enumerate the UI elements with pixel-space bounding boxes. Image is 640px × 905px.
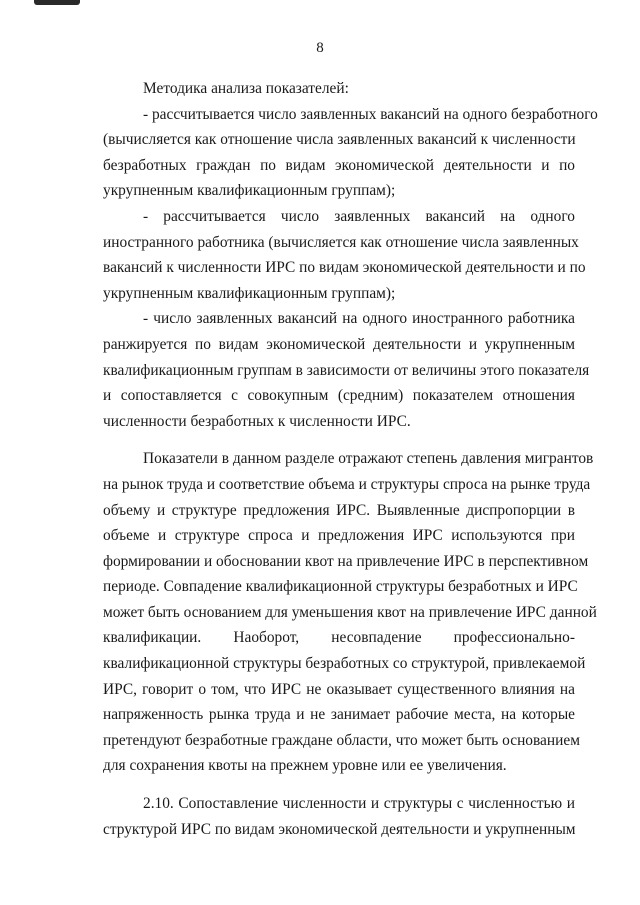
text-line: иностранного работника (вычисляется как отношение числа заявленных (103, 233, 579, 251)
text-line: ранжируется по видам экономической деятельности и укрупненным (103, 335, 575, 353)
text-line: укрупненным квалификационным группам); (103, 284, 396, 302)
paragraph (103, 446, 597, 779)
text-line: (вычисляется как отношение числа заявленных вакансий к численности (103, 131, 576, 149)
paragraph (103, 306, 590, 434)
text-line: безработных граждан по видам экономической деятельности и по (103, 156, 575, 174)
text-line: на рынок труда и соответствие объема и структуры спроса на рынке труда (103, 475, 591, 493)
text-line: для сохранения квоты на прежнем уровне или ее увеличения. (103, 757, 507, 775)
text-line: ИРС, говорит о том, что ИРС не оказывает существенного влияния на (103, 680, 575, 698)
text-line: квалификационной структуры безработных со структурой, привлекаемой (103, 655, 586, 673)
text-line: может быть основанием для уменьшения квот на привлечение ИРС данной (103, 603, 597, 621)
text-line: квалификации. Наоборот, несовпадение профессионально- (103, 629, 575, 647)
text-line: объеме и структуре спроса и предложения ИРС используются при (103, 527, 575, 545)
text-line: Показатели в данном разделе отражают степень давления мигрантов (143, 450, 594, 468)
text-line: формировании и обосновании квот на привлечение ИРС в перспективном (103, 552, 589, 570)
text-line: Методика анализа показателей: (143, 80, 349, 97)
text-line: и сопоставляется с совокупным (средним) показателем отношения (103, 387, 575, 405)
text-line: напряженность рынка труда и не занимает рабочие места, на которые (103, 706, 575, 724)
text-line: претендуют безработные граждане области, что может быть основанием (103, 731, 580, 749)
text-line: структурой ИРС по видам экономической деятельности и укрупненным (103, 820, 576, 838)
text-line: укрупненным квалификационным группам); (103, 182, 396, 200)
text-line: - рассчитывается число заявленных вакансий на одного (143, 207, 575, 225)
text-line: - число заявленных вакансий на одного иностранного работника (143, 310, 575, 328)
paragraph-gap (103, 779, 575, 791)
text-line: 2.10. Сопоставление численности и структуры с численностью и (143, 795, 575, 813)
scan-artifact-mark (34, 0, 80, 5)
text-line: квалификационным группам в зависимости от величины этого показателя (103, 361, 590, 379)
paragraph (103, 204, 586, 306)
page-number: 8 (316, 40, 324, 56)
paragraph (103, 791, 575, 842)
paragraph (103, 102, 598, 204)
document-body (103, 76, 598, 842)
text-line: численности безработных к численности ИРС. (103, 412, 411, 430)
text-line: - рассчитывается число заявленных вакансий на одного безработного (143, 105, 598, 123)
text-line: вакансий к численности ИРС по видам экономической деятельности и по (103, 259, 586, 277)
text-line: периоде. Совпадение квалификационной структуры безработных и ИРС (103, 578, 578, 596)
paragraph (103, 76, 575, 102)
text-line: объему и структуре предложения ИРС. Выявленные диспропорции в (103, 501, 575, 519)
paragraph-gap (103, 434, 575, 446)
